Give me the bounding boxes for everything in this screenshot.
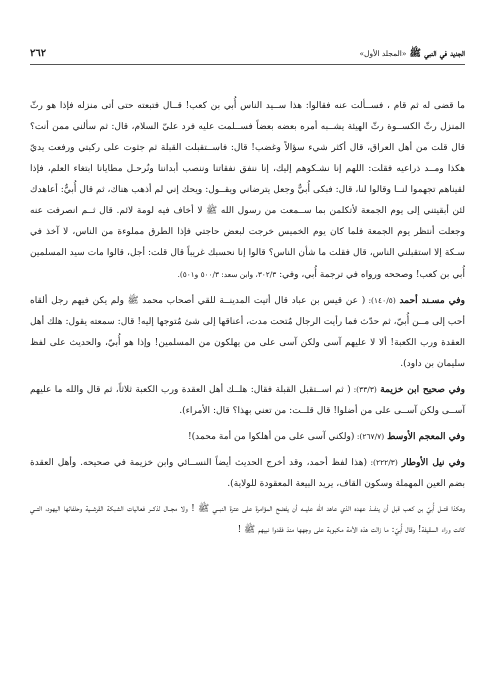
page-body	[30, 96, 465, 545]
paragraph: وفي مسـند أحمد (١٤٠/٥): ( عن قيس بن عباد قال أتيت المدينــة للقي أصحاب محمد ﷺ ولم يكن فيهم رجل ألقاه أحب إلى مــن أُبيّ، ثم حدّث فما رأيت الرجال مُتحت مدت، أعناقها إلى شئ مُتوجها إليه! قال: سمعته يقول: هلك أهل العقدة ورب الكعبة! ألا لا عليهم آسى ولكن آسى على من يهلكون من المسلمين! وإذا هو أُبيّ، والحديث على لفظ سليمان بن داود).	[30, 295, 465, 369]
paragraph: وفي نيل الأوطار (٢٢٢/٣): (هذا لفظ أحمد، وقد أخرج الحديث أيضاً النســائي وابن خزيمة في صحيحه. وأهل العقدة بضم العين المهملة وسكون القاف، يريد البيعة المعقودة للولاية).	[30, 457, 465, 489]
running-title: الجديد في النبي ﷺ «المجلد الأول»	[359, 48, 465, 59]
header-rule	[30, 64, 465, 65]
paragraph: وهكذا قتــل أُبيّ بن كعب قبل أن ينفــذ عهده الذي عاهد الله عليــه أن يفضح المؤامرة على عترة النبــي ﷺ ! ولا مجــال لذكــر فعاليات الشبكة القرشــية وحلفائها اليهود، التــي كانت وراء السقيفة! وقال أُبيّ: ما زالت هذه الأمة مكبوبة على وجهها منذ فقدوا نبيهم ﷺ !	[30, 504, 465, 535]
page-number: ٢٦٢	[30, 48, 47, 59]
paragraph: وفي صحيح ابن خزيمة (٣٣/٣): ( ثم اســتقبل القبلة فقال: هلــك أهل العقدة ورب الكعبة ثلاثاً، ثم قال والله ما عليهم آســى ولكن آســى على من أضلوا! قال قلــت: من تعني بهذا؟ قال: الأمراء).	[30, 384, 465, 416]
paragraph: ما قضى له ثم قام ، فســألت عنه فقالوا: هذا ســيد الناس أُبي بن كعب! قــال فتبعته حتى أتى منزله فإذا هو رثّ المنزل رثّ الكســوة رثّ الهيئة يشــبه أمره بعضه بعضاً فســلمت عليه فرد عليّ السلام، قال: ثم سألني ممن أنت؟ قال قلت من أهل العراق، قال أكثر شيء سؤالاً وغضب! قال: فاســتقبلت القبلة ثم جثوت على ركبتي ورفعت يديّ هكذا ومــد ذراعيه فقلت: اللهم إنا نشـكوهم إليك، إنا ننفق نفقاتنا وننصب أبداننا ونُرحـل مطايانا ابتغاء العلم، فإذا لقيناهم تجهموا لنــا وقالوا لنا، قال: فبكى أُبيٌّ وجعل يترضاني ويقــول: ويحك إني لم أذهب هناك، ثم قال أُبيٌّ: أعاهدك لئن أبقيتني إلى يوم الجمعة لأتكلمن بما ســمعت من رسول الله ﷺ لا أخاف فيه لومة لائم. قال ثــم انصرفت عنه وجعلت أنتظر يوم الجمعة فلما كان يوم الخميس خرجت لبعض حاجتي فإذا الطرق مملوءة من الناس، لا آخذ في سـكة إلا استقبلني الناس، قال فقلت ما شأن الناس؟ قالوا إنا نحسبك غريباً قال قلت: أجل، قالوا مات سيد المسلمين أُبي بن كعب! وصححه ورواه في ترجمة أُبي، وفي: ٣٠٢/٣، وابن سعد: ٥٠٠/٣ و٥٠١).	[30, 101, 465, 280]
paragraph: وفي المعجم الأوسط (٢٦٧/٧): (ولكني آسى على من أهلكوا من أمة محمد)!	[187, 431, 465, 442]
page-header	[30, 46, 465, 62]
